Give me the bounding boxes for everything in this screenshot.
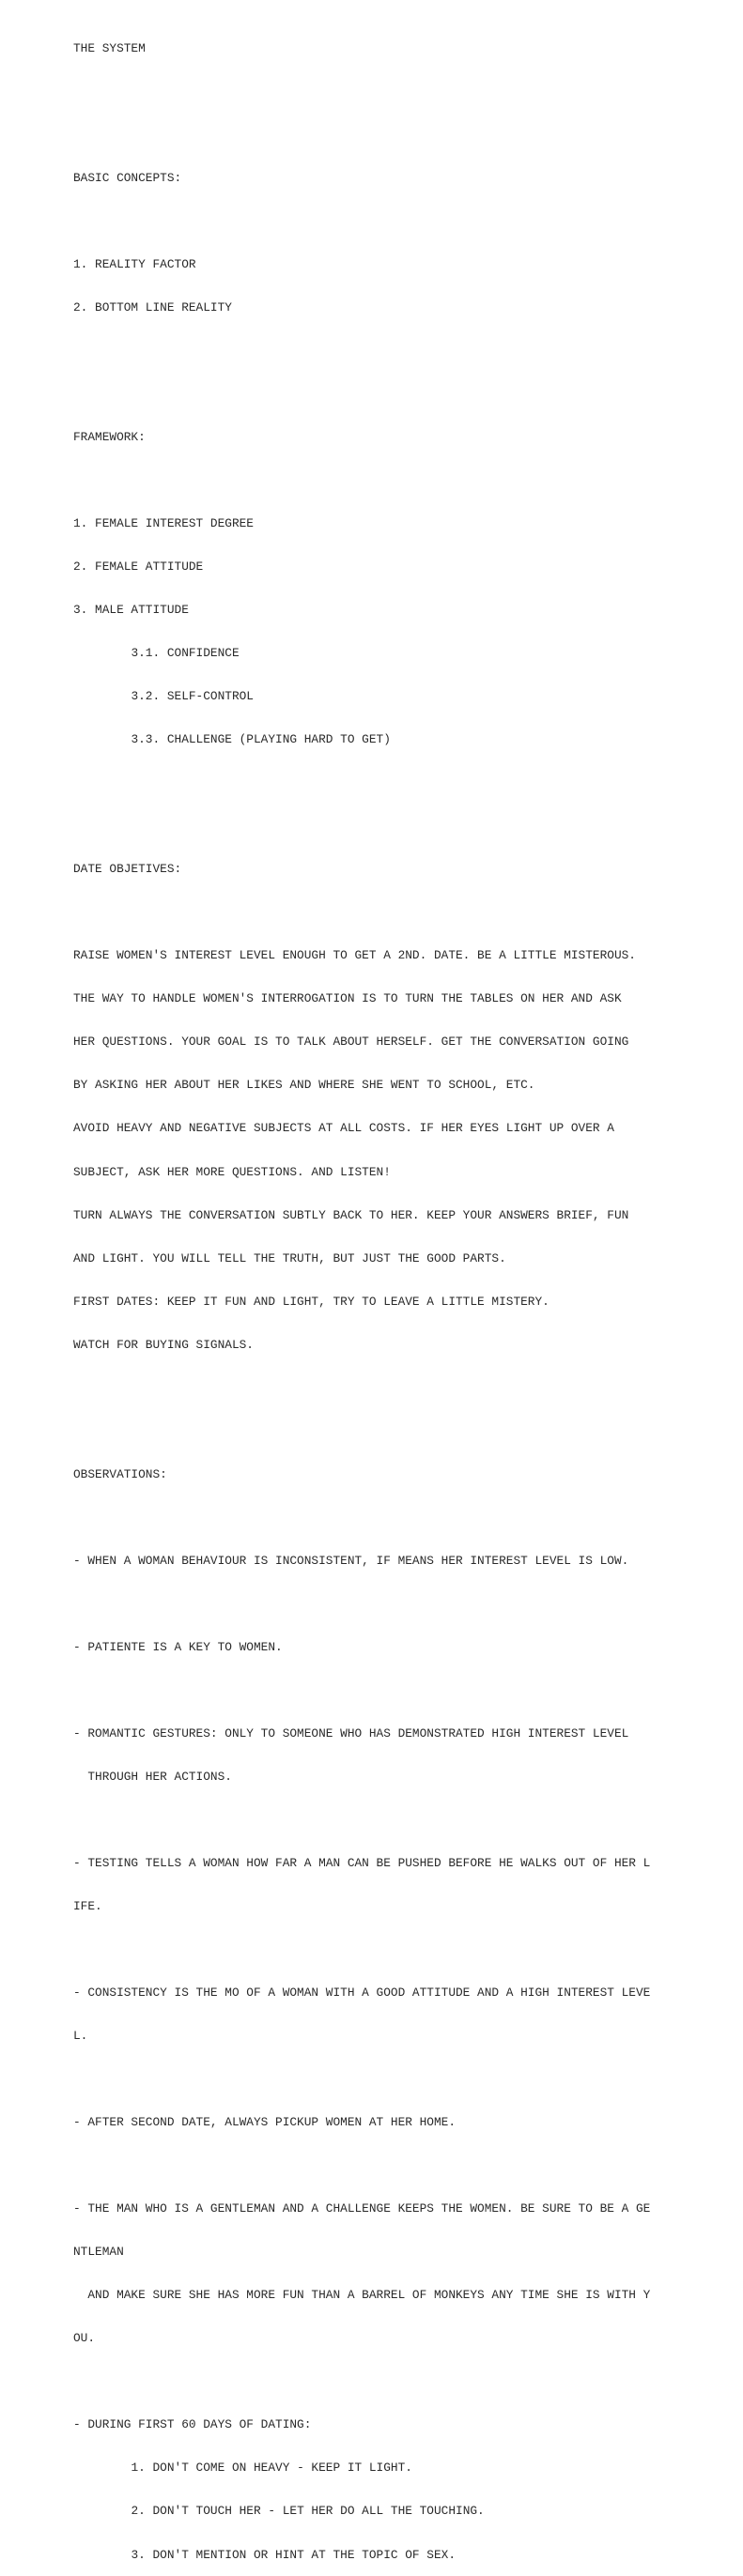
section-heading-observations: OBSERVATIONS:	[73, 1466, 167, 1481]
blank-line	[73, 387, 650, 401]
paragraph-line: TURN ALWAYS THE CONVERSATION SUBTLY BACK TO HER. KEEP YOUR ANSWERS BRIEF, FUN	[73, 1207, 629, 1222]
paragraph-line: AVOID HEAVY AND NEGATIVE SUBJECTS AT ALL COSTS. IF HER EYES LIGHT UP OVER A	[73, 1121, 614, 1136]
paragraph-line: SUBJECT, ASK HER MORE QUESTIONS. AND LISTEN!	[73, 1164, 391, 1179]
blank-line	[73, 214, 650, 228]
observation-item: - PATIENTE IS A KEY TO WOMEN.	[73, 1639, 283, 1654]
observation-item: - CONSISTENCY IS THE MO OF A WOMAN WITH A GOOD ATTITUDE AND A HIGH INTEREST LEVE	[73, 1986, 651, 2001]
sub-list-item: 2. DON'T TOUCH HER - LET HER DO ALL THE TOUCHING.	[73, 2504, 485, 2519]
blank-line	[73, 1597, 650, 1611]
blank-line	[73, 1942, 650, 1956]
observation-continuation: IFE.	[73, 1899, 102, 1914]
blank-line	[73, 819, 650, 833]
paragraph-line: FIRST DATES: KEEP IT FUN AND LIGHT, TRY TO LEAVE A LITTLE MISTERY.	[73, 1294, 550, 1309]
observation-continuation: AND MAKE SURE SHE HAS MORE FUN THAN A BARREL OF MONKEYS ANY TIME SHE IS WITH Y	[73, 2288, 651, 2303]
observation-item: - ROMANTIC GESTURES: ONLY TO SOMEONE WHO HAS DEMONSTRATED HIGH INTEREST LEVEL	[73, 1725, 629, 1740]
blank-line	[73, 1683, 650, 1697]
blank-line	[73, 1381, 650, 1395]
blank-line	[73, 905, 650, 919]
observation-item: - TESTING TELLS A WOMAN HOW FAR A MAN CAN BE PUSHED BEFORE HE WALKS OUT OF HER L	[73, 1856, 651, 1870]
sub-list-item: 3. DON'T MENTION OR HINT AT THE TOPIC OF SEX.	[73, 2547, 457, 2562]
list-item: 2. BOTTOM LINE REALITY	[73, 299, 232, 314]
list-item: 1. FEMALE INTEREST DEGREE	[73, 516, 254, 531]
blank-line	[73, 2374, 650, 2388]
blank-line	[73, 344, 650, 358]
observation-continuation: THROUGH HER ACTIONS.	[73, 1769, 232, 1784]
sub-list-item: 3.3. CHALLENGE (PLAYING HARD TO GET)	[73, 732, 391, 747]
blank-line	[73, 473, 650, 487]
blank-line	[73, 775, 650, 790]
blank-line	[73, 1510, 650, 1525]
paragraph-line: HER QUESTIONS. YOUR GOAL IS TO TALK ABOUT HERSELF. GET THE CONVERSATION GOING	[73, 1035, 629, 1050]
sub-list-item: 3.1. CONFIDENCE	[73, 646, 240, 661]
observation-item: - AFTER SECOND DATE, ALWAYS PICKUP WOMEN AT HER HOME.	[73, 2115, 457, 2130]
list-item: 2. FEMALE ATTITUDE	[73, 560, 204, 575]
section-heading-framework: FRAMEWORK:	[73, 429, 146, 444]
blank-line	[73, 1813, 650, 1827]
observation-continuation: OU.	[73, 2331, 96, 2346]
observation-continuation: NTLEMAN	[73, 2245, 124, 2260]
blank-line	[73, 2072, 650, 2086]
paragraph-line: THE WAY TO HANDLE WOMEN'S INTERROGATION IS TO TURN THE TABLES ON HER AND ASK	[73, 991, 622, 1006]
paragraph-line: RAISE WOMEN'S INTEREST LEVEL ENOUGH TO GET A 2ND. DATE. BE A LITTLE MISTEROUS.	[73, 948, 636, 963]
section-heading-date-objectives: DATE OBJETIVES:	[73, 862, 182, 877]
blank-line	[73, 128, 650, 142]
paragraph-line: AND LIGHT. YOU WILL TELL THE TRUTH, BUT JUST THE GOOD PARTS.	[73, 1250, 506, 1265]
observation-item: - THE MAN WHO IS A GENTLEMAN AND A CHALLENGE KEEPS THE WOMEN. BE SURE TO BE A GE	[73, 2201, 651, 2216]
sub-list-item: 3.2. SELF-CONTROL	[73, 689, 254, 704]
observation-item: - DURING FIRST 60 DAYS OF DATING:	[73, 2417, 312, 2432]
blank-line	[73, 2158, 650, 2172]
paragraph-line: WATCH FOR BUYING SIGNALS.	[73, 1337, 254, 1352]
document-title: THE SYSTEM	[73, 40, 146, 55]
sub-list-item: 1. DON'T COME ON HEAVY - KEEP IT LIGHT.	[73, 2461, 412, 2476]
paragraph-line: BY ASKING HER ABOUT HER LIKES AND WHERE SHE WENT TO SCHOOL, ETC.	[73, 1078, 535, 1093]
section-heading-basic-concepts: BASIC CONCEPTS:	[73, 170, 182, 185]
list-item: 1. REALITY FACTOR	[73, 256, 196, 271]
list-item: 3. MALE ATTITUDE	[73, 603, 189, 618]
plain-text-document	[73, 12, 650, 2576]
observation-continuation: L.	[73, 2029, 88, 2044]
blank-line	[73, 1424, 650, 1438]
blank-line	[73, 84, 650, 99]
observation-item: - WHEN A WOMAN BEHAVIOUR IS INCONSISTENT, IF MEANS HER INTEREST LEVEL IS LOW.	[73, 1553, 629, 1568]
